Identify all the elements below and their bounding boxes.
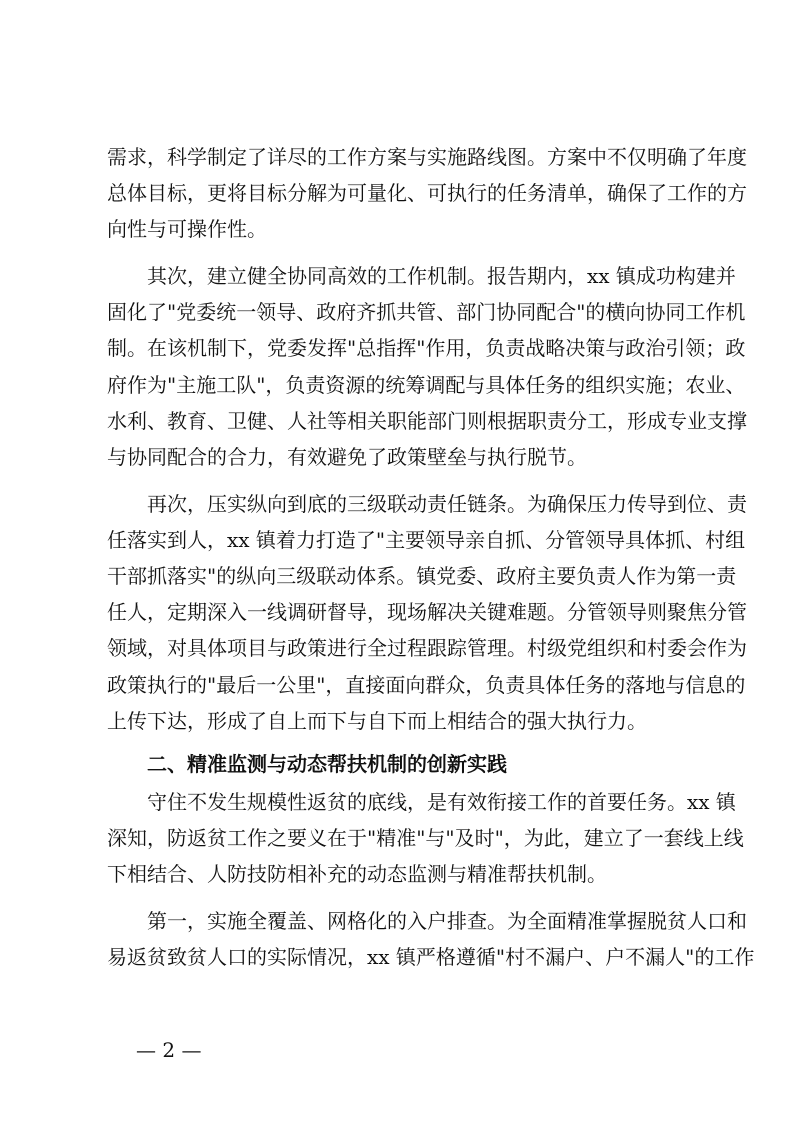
text-line: 总体目标，更将目标分解为可量化、可执行的任务清单，确保了工作的方 (107, 181, 747, 206)
text-line: 第一，实施全覆盖、网格化的入户排查。为全面精准掌握脱贫人口和 (147, 908, 747, 933)
text-line: 府作为"主施工队"，负责资源的统筹调配与具体任务的组织实施；农业、 (107, 372, 746, 397)
text-line: 上传下达，形成了自上而下与自下而上相结合的强大执行力。 (107, 708, 647, 733)
text-line: 水利、教育、卫健、人社等相关职能部门则根据职责分工，形成专业支撑 (107, 408, 747, 433)
section-heading: 二、精准监测与动态帮扶机制的创新实践 (147, 751, 507, 776)
paragraph (107, 486, 747, 739)
text-line: 易返贫致贫人口的实际情况，xx 镇严格遵循"村不漏户、户不漏人"的工作 (107, 944, 755, 969)
text-line: 下相结合、人防技防相补充的动态监测与精准帮扶机制。 (107, 861, 607, 886)
text-line: 领域，对具体项目与政策进行全过程跟踪管理。村级党组织和村委会作为 (107, 636, 747, 661)
text-line: 干部抓落实"的纵向三级联动体系。镇党委、政府主要负责人作为第一责 (107, 564, 737, 589)
text-line: 深知，防返贫工作之要义在于"精准"与"及时"，为此，建立了一套线上线 (107, 825, 744, 850)
text-line: 向性与可操作性。 (107, 217, 267, 242)
paragraph (107, 139, 747, 248)
paragraph (107, 903, 755, 975)
text-line: 守住不发生规模性返贫的底线，是有效衔接工作的首要任务。xx 镇 (147, 789, 736, 814)
paragraph (107, 258, 747, 475)
text-line: 政策执行的"最后一公里"，直接面向群众，负责具体任务的落地与信息的 (107, 672, 746, 697)
paragraph (107, 784, 744, 893)
text-line: 再次，压实纵向到底的三级联动责任链条。为确保压力传导到位、责 (147, 491, 747, 516)
text-line: 固化了"党委统一领导、政府齐抓共管、部门协同配合"的横向协同工作机 (107, 300, 746, 325)
text-line: 与协同配合的合力，有效避免了政策壁垒与执行脱节。 (107, 445, 587, 469)
text-line: 需求，科学制定了详尽的工作方案与实施路线图。方案中不仅明确了年度 (107, 145, 747, 169)
text-line: 制。在该机制下，党委发挥"总指挥"作用，负责战略决策与政治引领；政 (107, 336, 746, 361)
document-body (107, 139, 755, 985)
text-line: 任落实到人，xx 镇着力打造了"主要领导亲自抓、分管领导具体抓、村组 (107, 527, 746, 552)
text-line: 其次，建立健全协同高效的工作机制。报告期内，xx 镇成功构建并 (147, 264, 736, 289)
text-line: 任人，定期深入一线调研督导，现场解决关键难题。分管领导则聚焦分管 (107, 600, 747, 625)
page-number: — 2 — (136, 1038, 202, 1062)
